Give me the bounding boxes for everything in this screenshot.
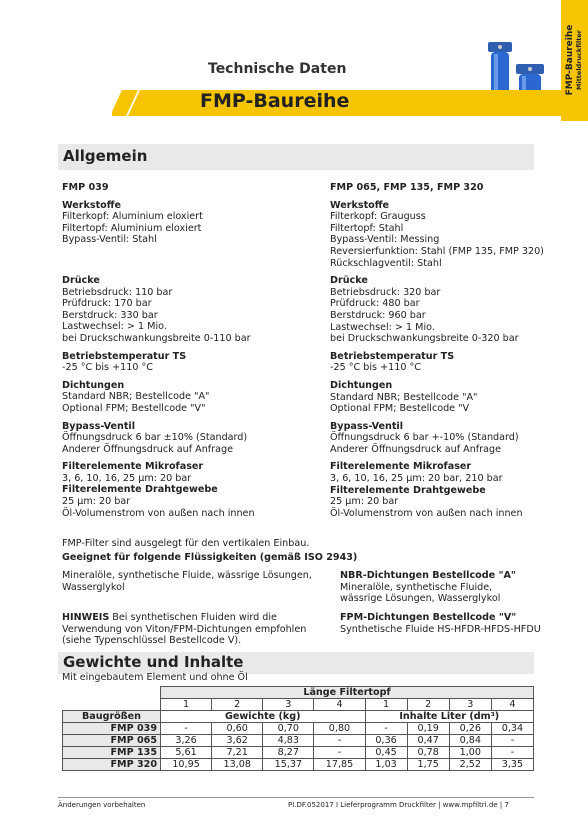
weight-cell: - [314,747,365,759]
volume-cell: 0,19 [407,723,449,735]
weights-volume-table [62,686,534,771]
table-row [63,747,534,759]
col-number: 1 [161,699,212,711]
col-number: 4 [314,699,365,711]
spec-line: 25 µm: 20 bar [62,496,131,508]
volume-cell: 0,78 [407,747,449,759]
volume-cell: 0,84 [449,735,491,747]
section-title: Allgemein [63,147,148,165]
volume-cell: 3,35 [491,759,533,771]
side-tab-subtitle: Mitteldruckfilter [575,30,583,90]
col-number: 4 [491,699,533,711]
volume-cell: 1,75 [407,759,449,771]
spec-heading: Bypass-Ventil [62,420,136,432]
length-header: Länge Filtertopf [161,687,534,699]
volume-cell: - [365,723,407,735]
spec-heading: Betriebstemperatur TS [62,350,187,362]
row-name: FMP 039 [63,723,161,735]
fluids-heading: Geeignet für folgende Flüssigkeiten (gemäß ISO 2943) [62,552,358,563]
spec-line: Öffnungsdruck 6 bar ±10% (Standard) [62,432,248,444]
spec-heading: Betriebstemperatur TS [330,350,455,362]
spec-heading: Filterelemente Mikrofaser [62,461,204,473]
spec-line: Öl-Volumenstrom von außen nach innen [62,507,255,519]
weight-cell: 10,95 [161,759,212,771]
volume-header: Inhalte Liter (dm³) [365,711,533,723]
weight-cell: 7,21 [212,747,263,759]
spec-line: Optional FPM; Bestellcode "V [330,403,470,415]
weight-cell: 0,80 [314,723,365,735]
weight-cell: - [314,735,365,747]
spec-line: 3, 6, 10, 16, 25 µm: 20 bar, 210 bar [330,473,503,485]
spec-line: -25 °C bis +110 °C [330,362,421,374]
spec-line: Betriebsdruck: 320 bar [330,286,441,298]
col-number: 1 [365,699,407,711]
spec-heading: Drücke [330,275,368,287]
spec-line: Filterkopf: Aluminium eloxiert [62,211,203,223]
row-name: FMP 320 [63,759,161,771]
weight-cell: - [161,723,212,735]
fluids-line: Wasserglykol [62,581,125,593]
volume-cell: - [491,735,533,747]
nbr-line: Mineralöle, synthetische Fluide, [340,581,493,593]
weight-cell: 17,85 [314,759,365,771]
spec-heading: Filterelemente Drahtgewebe [62,484,218,496]
spec-line: Filtertopf: Aluminium eloxiert [62,222,202,234]
volume-cell: 0,34 [491,723,533,735]
spec-line: Filtertopf: Stahl [330,222,404,234]
spec-line: Anderer Öffnungsdruck auf Anfrage [330,443,501,455]
install-note: FMP-Filter sind ausgelegt für den vertikalen Einbau. [62,538,310,549]
spec-line: Optional FPM; Bestellcode "V" [62,402,206,414]
volume-cell: 1,03 [365,759,407,771]
weight-cell: 0,70 [263,723,314,735]
volume-cell: 1,00 [449,747,491,759]
table-row [63,735,534,747]
hinweis-block [62,612,337,647]
banner-title: FMP-Baureihe [200,90,350,112]
spec-line: Betriebsdruck: 110 bar [62,286,173,298]
col-number: 3 [449,699,491,711]
side-tab [561,0,588,121]
volume-cell: 0,47 [407,735,449,747]
spec-heading: Filterelemente Drahtgewebe [330,484,486,496]
spec-line: 25 µm: 20 bar [330,496,399,508]
spec-line: Öffnungsdruck 6 bar +-10% (Standard) [330,432,519,444]
side-tab-title: FMP-Baureihe [565,24,575,96]
spec-line: bei Druckschwankungsbreite 0-110 bar [62,332,251,344]
weight-cell: 8,27 [263,747,314,759]
weight-cell: 15,37 [263,759,314,771]
hinweis-line: Bei synthetischen Fluiden wird die [109,612,277,623]
volume-cell: 2,52 [449,759,491,771]
fpm-line: Synthetische Fluide HS-HFDR-HFDS-HFDU [340,623,541,635]
footer-right: PI.DF.052017 I Lieferprogramm Druckfilter | www.mpfiltri.de | 7 [288,801,509,809]
weight-cell: 4,83 [263,735,314,747]
spec-line: 3, 6, 10, 16, 25 µm: 20 bar [62,472,192,484]
spec-heading: Drücke [62,274,100,286]
nbr-line: wässrige Lösungen, Wasserglykol [340,593,501,605]
spec-heading: Bypass-Ventil [330,420,404,432]
spec-line: Prüfdruck: 480 bar [330,298,420,310]
table-number-row [63,699,534,711]
weight-cell: 3,62 [212,735,263,747]
spec-line: Öl-Volumenstrom von außen nach innen [330,507,523,519]
spec-line: Lastwechsel: > 1 Mio. [62,321,167,333]
nbr-block [340,570,540,605]
right-spec-column [330,182,550,519]
section-header-gewichte [58,652,534,674]
model-label: FMP 039 [62,182,109,193]
spec-heading: Dichtungen [330,379,393,391]
table-header-row [63,687,534,699]
row-label-header: Baugrößen [63,711,161,723]
model-label: FMP 065, FMP 135, FMP 320 [330,182,484,193]
weight-cell: 5,61 [161,747,212,759]
spec-line: Standard NBR; Bestellcode "A" [330,391,478,403]
spec-line: Prüfdruck: 170 bar [62,298,152,310]
fluids-list [62,570,332,593]
table-row [63,759,534,771]
volume-cell: 0,26 [449,723,491,735]
spec-line: Standard NBR; Bestellcode "A" [62,391,210,403]
spec-line: Berstdruck: 960 bar [330,309,426,321]
section-header-allgemein [58,144,534,170]
weights-header: Gewichte (kg) [161,711,366,723]
spec-line: Rückschlagventil: Stahl [330,257,442,269]
spec-line: Berstdruck: 330 bar [62,309,158,321]
spec-line: Lastwechsel: > 1 Mio. [330,321,435,333]
spec-heading: Dichtungen [62,379,125,391]
spec-line: Bypass-Ventil: Stahl [62,234,157,246]
left-spec-column [62,182,322,519]
fluids-line: Mineralöle, synthetische Fluide, wässrige Lösungen, [62,570,312,581]
col-number: 2 [212,699,263,711]
hinweis-line: (siehe Typenschlüssel Bestellcode V). [62,635,242,647]
section-title: Gewichte und Inhalte [63,653,244,671]
volume-cell: - [491,747,533,759]
spec-line: -25 °C bis +110 °C [62,362,153,374]
row-name: FMP 135 [63,747,161,759]
table-row [63,723,534,735]
spec-line: Bypass-Ventil: Messing [330,234,440,246]
volume-cell: 0,36 [365,735,407,747]
nbr-heading: NBR-Dichtungen Bestellcode "A" [340,570,516,581]
spec-line: Reversierfunktion: Stahl (FMP 135, FMP 320) [330,245,544,257]
spec-heading: Werkstoffe [330,199,390,211]
weight-cell: 13,08 [212,759,263,771]
hinweis-line: Verwendung von Viton/FPM-Dichtungen empfohlen [62,623,307,635]
volume-cell: 0,45 [365,747,407,759]
section-subtitle: Mit eingebautem Element und ohne Öl [62,672,248,683]
page-headline: Technische Daten [208,61,347,77]
footer-divider [58,797,534,798]
fpm-block [340,612,550,635]
spec-heading: Filterelemente Mikrofaser [330,461,472,473]
table-subheader-row [63,711,534,723]
weight-cell: 3,26 [161,735,212,747]
hinweis-label: HINWEIS [62,612,110,623]
spec-heading: Werkstoffe [62,199,122,211]
spec-line: bei Druckschwankungsbreite 0-320 bar [330,333,519,345]
col-number: 3 [263,699,314,711]
footer-left: Änderungen vorbehalten [58,801,146,809]
weight-cell: 0,60 [212,723,263,735]
col-number: 2 [407,699,449,711]
row-name: FMP 065 [63,735,161,747]
spec-line: Filterkopf: Grauguss [330,211,426,223]
fpm-heading: FPM-Dichtungen Bestellcode "V" [340,612,517,623]
spec-line: Anderer Öffnungsdruck auf Anfrage [62,443,233,455]
